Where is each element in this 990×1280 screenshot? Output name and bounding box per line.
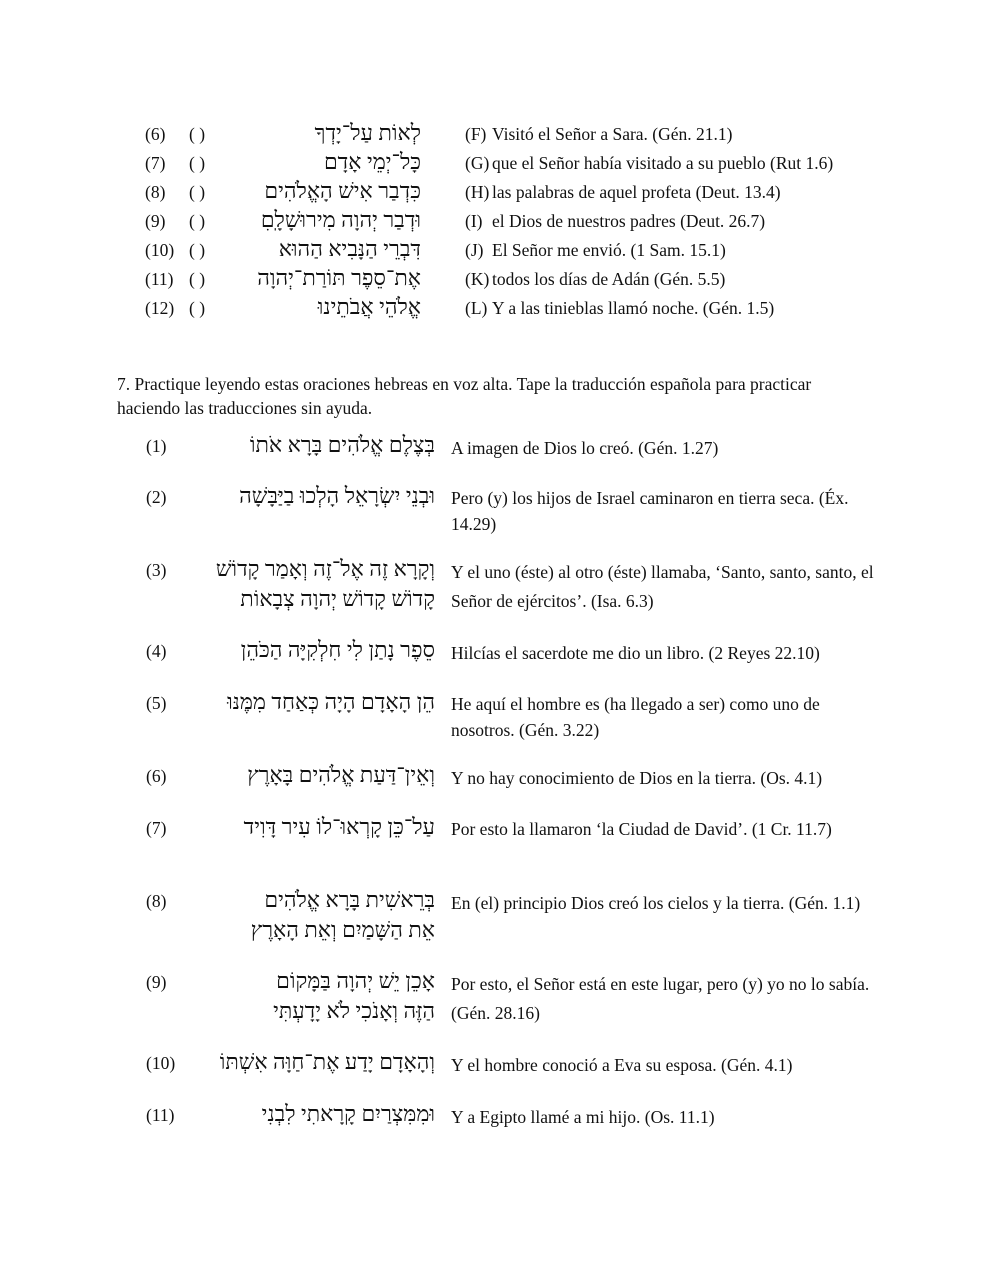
spanish-translation: En (el) principio Dios creó los cielos y la tierra. (Gén. 1.1) — [451, 893, 861, 913]
hebrew-sentence — [220, 1047, 435, 1077]
match-row — [0, 294, 990, 323]
hebrew-sentence — [273, 966, 435, 1026]
hebrew-phrase: דִּבְרֵי הַנָּבִיא הַהוּא — [278, 236, 421, 261]
match-row — [0, 207, 990, 236]
hebrew-sentence — [262, 1099, 435, 1129]
hebrew-line: בְּצֶלֶם אֱלֹהִים בָּרָא אֹתוֹ — [249, 432, 435, 457]
sentence-number: (7) — [146, 818, 167, 838]
answer-blank: ( ) — [189, 182, 206, 202]
spanish-translation: Y a Egipto llamé a mi hijo. (Os. 11.1) — [451, 1107, 715, 1127]
hebrew-line: עַל־כֵּן קָרְאוּ־לוֹ עִיר דָּוִיד — [243, 814, 435, 839]
answer-blank: ( ) — [189, 153, 206, 173]
hebrew-line: קָדוֹשׁ קָדוֹשׁ יְהוָה צְבָאוֹת — [240, 586, 435, 611]
match-letter: (G) — [465, 153, 490, 173]
match-letter: (F) — [465, 124, 487, 144]
hebrew-sentence — [247, 760, 435, 790]
match-number: (6) — [145, 124, 166, 144]
spanish-translation: Hilcías el sacerdote me dio un libro. (2 Reyes 22.10) — [451, 643, 820, 663]
sentence-number: (4) — [146, 641, 167, 661]
hebrew-sentence — [216, 554, 435, 614]
match-number: (12) — [145, 298, 175, 318]
match-number: (11) — [145, 269, 174, 289]
spanish-phrase: El Señor me envió. (1 Sam. 15.1) — [492, 240, 726, 260]
match-letter: (L) — [465, 298, 488, 318]
sentence-number: (9) — [146, 972, 167, 992]
match-row — [0, 149, 990, 178]
match-letter: (K) — [465, 269, 490, 289]
spanish-translation: Pero (y) los hijos de Israel caminaron en tierra seca. (Éx. 14.29) — [451, 488, 849, 534]
hebrew-line: וּבְנֵי יִשְׂרָאֵל הָלְכוּ בַיַּבָּשָׁה — [239, 483, 435, 508]
match-number: (10) — [145, 240, 175, 260]
sentence-number: (2) — [146, 487, 167, 507]
hebrew-sentence — [250, 430, 435, 460]
answer-blank: ( ) — [189, 211, 206, 231]
spanish-phrase: las palabras de aquel profeta (Deut. 13.4) — [492, 182, 781, 202]
spanish-phrase: todos los días de Adán (Gén. 5.5) — [492, 269, 726, 289]
hebrew-line: אָכֵן יֵשׁ יְהוָה בַּמָּקוֹם — [276, 968, 435, 993]
hebrew-line: וְקָרָא זֶה אֶל־זֶה וְאָמַר קָדוֹשׁ — [215, 556, 435, 581]
hebrew-line: אֵת הַשָּׁמַיִם וְאֵת הָאָרֶץ — [250, 917, 435, 942]
hebrew-phrase: לְאוֹת עַל־יָדְךָ — [314, 120, 421, 145]
spanish-phrase: Y a las tinieblas llamó noche. (Gén. 1.5) — [492, 298, 775, 318]
hebrew-line: וְאֵין־דַּעַת אֱלֹהִים בָּאָרֶץ — [247, 762, 435, 787]
hebrew-phrase: כִּדְבַר אִישׁ הָאֱלֹהִים — [264, 178, 421, 203]
match-number: (7) — [145, 153, 166, 173]
sentence-number: (11) — [146, 1105, 175, 1125]
spanish-phrase: que el Señor había visitado a su pueblo (Rut 1.6) — [492, 153, 834, 173]
spanish-translation: Por esto, el Señor está en este lugar, pero (y) yo no lo sabía. (Gén. 28.16) — [451, 974, 870, 1023]
hebrew-line: הַזֶּה וְאָנֹכִי לֹא יָדָעְתִּי — [273, 998, 435, 1023]
hebrew-line: בְּרֵאשִׁית בָּרָא אֱלֹהִים — [264, 887, 435, 912]
spanish-translation: He aquí el hombre es (ha llegado a ser) como uno de nosotros. (Gén. 3.22) — [451, 694, 820, 740]
match-row — [0, 265, 990, 294]
spanish-translation: Por esto la llamaron ‘la Ciudad de David’. (1 Cr. 11.7) — [451, 819, 832, 839]
spanish-translation: Y el uno (éste) al otro (éste) llamaba, ‘Santo, santo, santo, el Señor de ejércitos’. (Isa. 6.3) — [451, 562, 874, 611]
match-letter: (I) — [465, 211, 483, 231]
hebrew-line: וּמִמִּצְרַיִם קָרָאתִי לִבְנִי — [261, 1101, 435, 1126]
spanish-translation: A imagen de Dios lo creó. (Gén. 1.27) — [451, 438, 719, 458]
answer-blank: ( ) — [189, 269, 206, 289]
hebrew-line: וְהָאָדָם יָדַע אֶת־חַוָּה אִשְׁתּוֹ — [219, 1049, 435, 1074]
spanish-phrase: Visitó el Señor a Sara. (Gén. 21.1) — [492, 124, 733, 144]
hebrew-sentence — [227, 687, 435, 717]
hebrew-phrase: כָּל־יְמֵי אָדָם — [323, 149, 421, 174]
sentence-number: (10) — [146, 1053, 176, 1073]
hebrew-phrase: וּדְבַר יְהוָה מִירוּשָׁלָֽםִ — [260, 207, 421, 232]
sentence-number: (6) — [146, 766, 167, 786]
hebrew-sentence — [241, 635, 435, 665]
hebrew-sentence — [244, 812, 435, 842]
exercise-instructions: 7. Practique leyendo estas oraciones hebreas en voz alta. Tape la traducción española para practicar haciendo las traducciones sin ayuda. — [117, 374, 812, 418]
match-number: (9) — [145, 211, 166, 231]
hebrew-line: הֵן הָאָדָם הָיָה כְּאַחַד מִמֶּנּוּ — [227, 689, 435, 714]
match-row — [0, 120, 990, 149]
sentence-number: (1) — [146, 436, 167, 456]
spanish-translation: Y no hay conocimiento de Dios en la tierra. (Os. 4.1) — [451, 768, 823, 788]
match-letter: (H) — [465, 182, 490, 202]
match-row — [0, 236, 990, 265]
answer-blank: ( ) — [189, 298, 206, 318]
spanish-phrase: el Dios de nuestros padres (Deut. 26.7) — [492, 211, 766, 231]
sentence-number: (8) — [146, 891, 167, 911]
match-row — [0, 178, 990, 207]
sentence-number: (3) — [146, 560, 167, 580]
spanish-translation: Y el hombre conoció a Eva su esposa. (Gén. 4.1) — [451, 1055, 793, 1075]
match-number: (8) — [145, 182, 166, 202]
answer-blank: ( ) — [189, 124, 206, 144]
match-letter: (J) — [465, 240, 484, 260]
hebrew-phrase: אֱלֹהֵי אֲבֹתֵינוּ — [317, 294, 421, 319]
hebrew-sentence — [251, 885, 435, 945]
hebrew-phrase: אֶת־סֵפֶר תּוֹרַת־יְהוָה — [257, 265, 421, 290]
hebrew-line: סֵפֶר נָתַן לִי חִלְקִיָּה הַכֹּהֵן — [240, 637, 435, 662]
hebrew-sentence — [239, 481, 435, 511]
answer-blank: ( ) — [189, 240, 206, 260]
sentence-number: (5) — [146, 693, 167, 713]
